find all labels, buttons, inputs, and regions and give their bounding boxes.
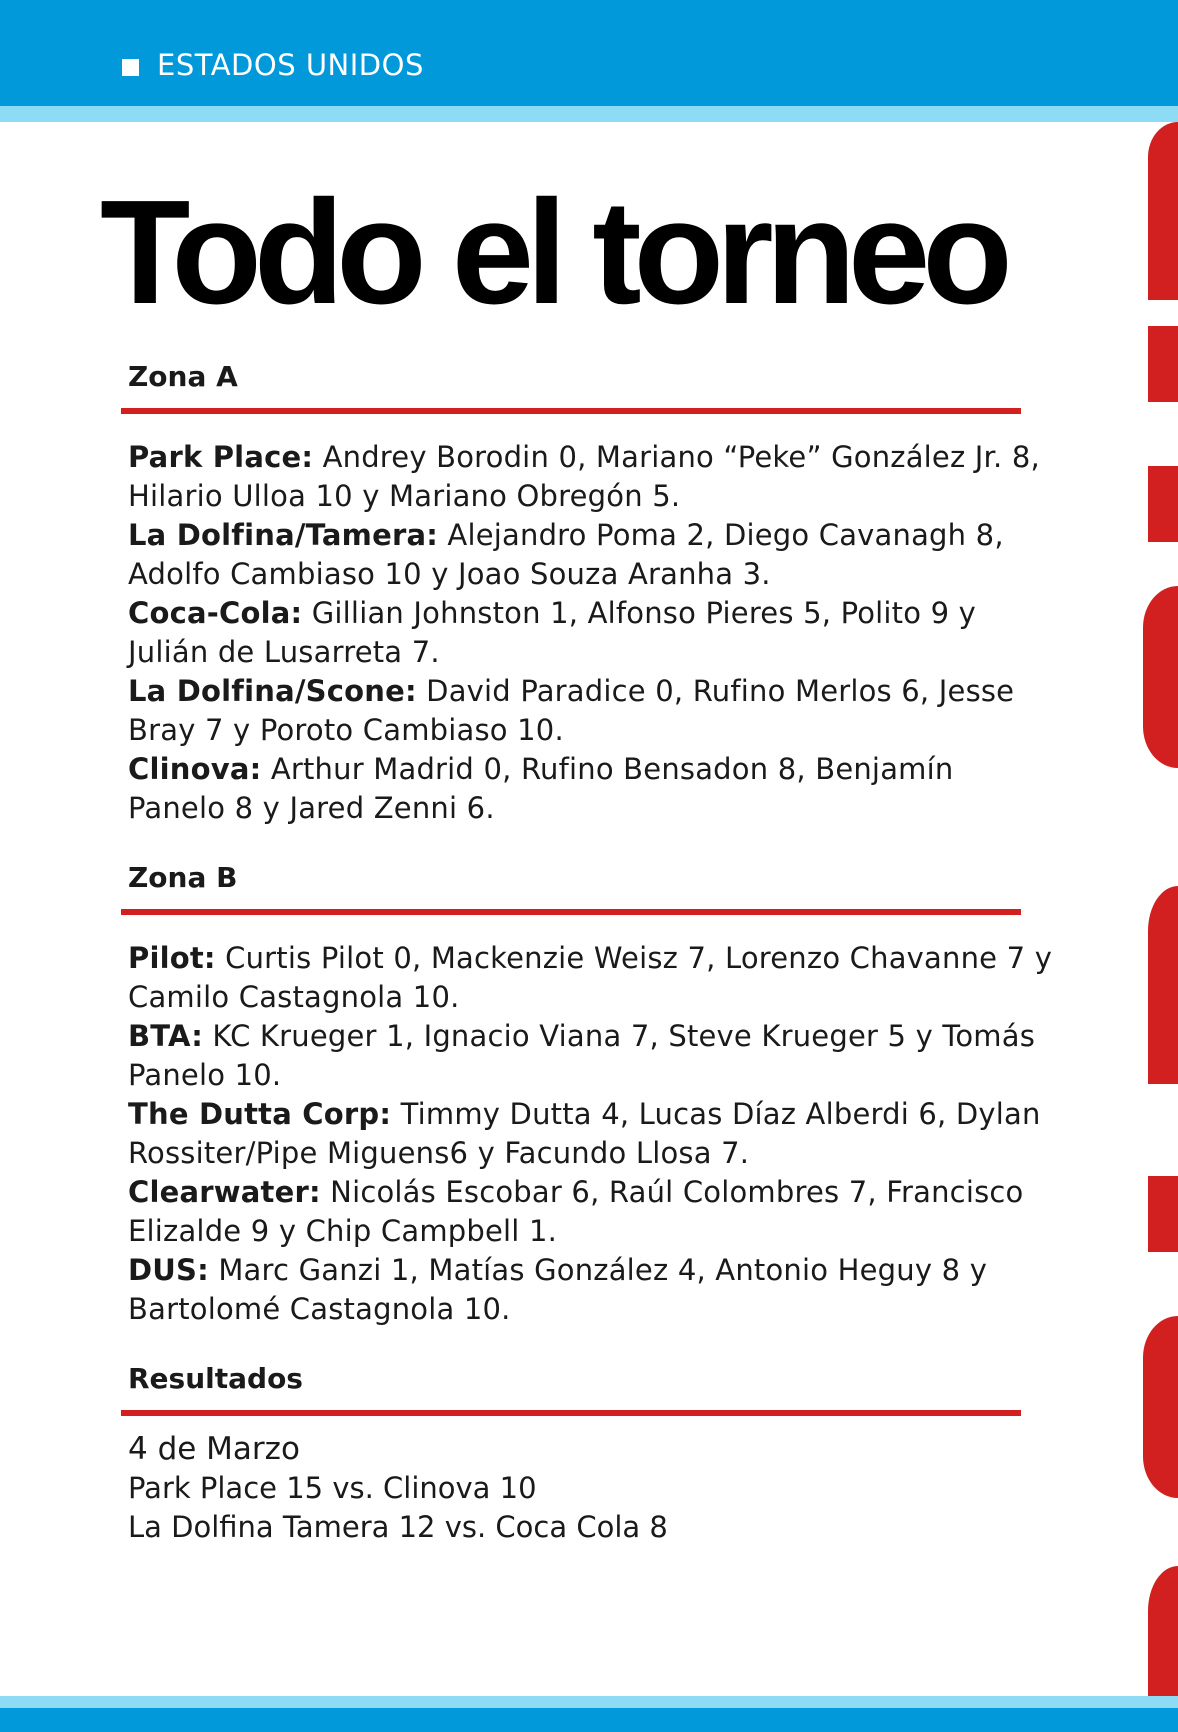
team-name: DUS: [128, 1253, 209, 1287]
zone-divider [121, 909, 1021, 915]
team-name: La Dolfina/Scone: [128, 674, 417, 708]
footer-band [0, 1708, 1178, 1732]
article-body [128, 355, 1058, 1547]
team-name: The Dutta Corp: [128, 1097, 392, 1131]
zone-b [128, 856, 1058, 1329]
team-players: Curtis Pilot 0, Mackenzie Weisz 7, Lorenzo Chavanne 7 y Camilo Castagnola 10. [128, 941, 1053, 1014]
team-players: Andrey Borodin 0, Mariano “Peke” González Jr. 8, Hilario Ulloa 10 y Mariano Obregón 5. [128, 440, 1040, 513]
team-players: Gillian Johnston 1, Alfonso Pieres 5, Polito 9 y Julián de Lusarreta 7. [128, 596, 977, 669]
zone-a [128, 355, 1058, 828]
team-players: KC Krueger 1, Ignacio Viana 7, Steve Krueger 5 y Tomás Panelo 10. [128, 1019, 1036, 1092]
match-result: La Dolfina Tamera 12 vs. Coca Cola 8 [128, 1510, 668, 1544]
page-title: Todo el torneo [100, 170, 1005, 335]
team-entry [128, 1095, 1058, 1173]
team-entry [128, 438, 1058, 516]
team-name: Clinova: [128, 752, 262, 786]
team-entry [128, 672, 1058, 750]
section-label [122, 48, 424, 82]
team-players: Timmy Dutta 4, Lucas Díaz Alberdi 6, Dylan Rossiter/Pipe Miguens6 y Facundo Llosa 7. [128, 1097, 1041, 1170]
team-name: Pilot: [128, 941, 216, 975]
results-divider [121, 1410, 1021, 1416]
team-players: Arthur Madrid 0, Rufino Bensadon 8, Benjamín Panelo 8 y Jared Zenni 6. [128, 752, 954, 825]
team-name: BTA: [128, 1019, 204, 1053]
decorative-red-shape [1148, 122, 1178, 300]
team-entry [128, 516, 1058, 594]
decorative-red-shape [1148, 1176, 1178, 1252]
team-name: Clearwater: [128, 1175, 321, 1209]
team-entry [128, 1017, 1058, 1095]
team-players: Alejandro Poma 2, Diego Cavanagh 8, Adolfo Cambiaso 10 y Joao Souza Aranha 3. [128, 518, 1004, 591]
decorative-red-shape [1148, 1566, 1178, 1696]
team-entry [128, 1173, 1058, 1251]
zone-divider [121, 408, 1021, 414]
footer-stripe [0, 1696, 1178, 1708]
team-entry [128, 750, 1058, 828]
decorative-red-shape [1143, 586, 1178, 768]
results-section [128, 1357, 1058, 1547]
team-name: Coca-Cola: [128, 596, 303, 630]
decorative-red-shape [1143, 1316, 1178, 1498]
team-name: La Dolfina/Tamera: [128, 518, 439, 552]
team-players: Marc Ganzi 1, Matías González 4, Antonio Heguy 8 y Bartolomé Castagnola 10. [128, 1253, 988, 1326]
decorative-red-shape [1148, 466, 1178, 542]
zone-heading: Zona B [128, 861, 238, 894]
team-entry [128, 939, 1058, 1017]
team-players: Nicolás Escobar 6, Raúl Colombres 7, Francisco Elizalde 9 y Chip Campbell 1. [128, 1175, 1024, 1248]
team-name: Park Place: [128, 440, 314, 474]
results-date: 4 de Marzo [128, 1431, 300, 1467]
decorative-red-shape [1148, 326, 1178, 402]
match-result: Park Place 15 vs. Clinova 10 [128, 1471, 537, 1505]
team-players: David Paradice 0, Rufino Merlos 6, Jesse Bray 7 y Poroto Cambiaso 10. [128, 674, 1015, 747]
header-stripe [0, 106, 1178, 122]
section-square-icon [122, 59, 139, 76]
team-entry [128, 1251, 1058, 1329]
results-heading: Resultados [128, 1362, 303, 1395]
team-entry [128, 594, 1058, 672]
section-name: ESTADOS UNIDOS [157, 48, 424, 82]
zone-heading: Zona A [128, 360, 238, 393]
decorative-red-shape [1148, 886, 1178, 1084]
